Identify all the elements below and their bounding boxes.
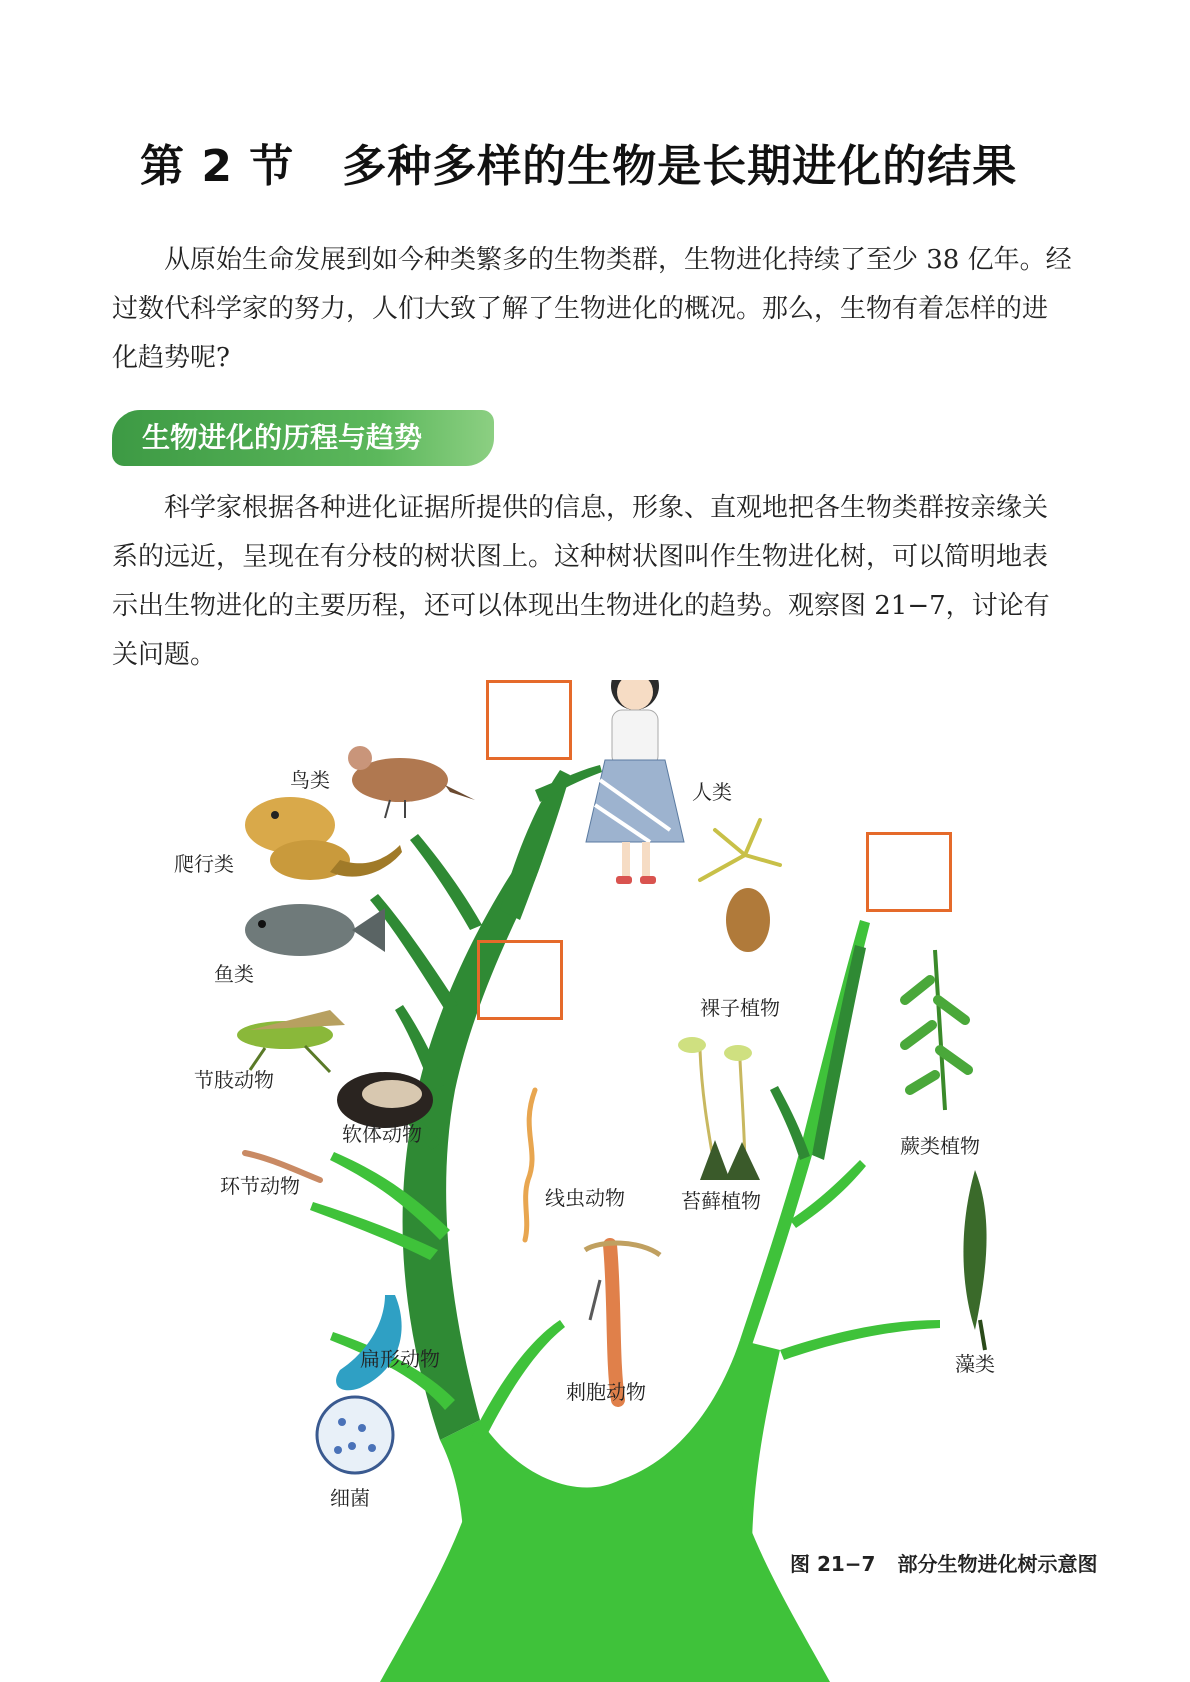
answer-box-middle[interactable] [477, 940, 563, 1020]
label-annelid: 环节动物 [220, 1174, 300, 1198]
label-mollusc: 软体动物 [342, 1122, 422, 1146]
label-cnidarian: 刺胞动物 [566, 1380, 646, 1404]
section-number: 第 2 节 [140, 141, 295, 192]
body-paragraph: 科学家根据各种进化证据所提供的信息，形象、直观地把各生物类群按亲缘关系的远近，呈现在有分枝的树状图上。这种树状图叫作生物进化树，可以简明地表示出生物进化的主要历程，还可以体现出生物进化的趋势。观察图 21−7，讨论有关问题。 [112, 493, 1050, 670]
section-heading-text: 多种多样的生物是长期进化的结果 [342, 141, 1018, 192]
label-nematode: 线虫动物 [545, 1186, 625, 1210]
bird-twig [410, 834, 482, 930]
gymnosperm-illustration [700, 820, 780, 952]
arthropod-illustration [237, 1010, 345, 1072]
figure-caption [790, 1548, 1097, 1577]
algae-illustration [963, 1170, 986, 1350]
bird-illustration [348, 746, 475, 818]
label-gymnosperm: 裸子植物 [700, 996, 780, 1020]
evolution-tree-figure [0, 680, 1190, 1682]
figure-caption-text: 部分生物进化树示意图 [897, 1552, 1098, 1576]
label-reptile: 爬行类 [174, 852, 234, 876]
algae-branch [780, 1320, 940, 1360]
human-twig [535, 765, 602, 802]
label-fern: 蕨类植物 [900, 1134, 980, 1158]
nematode-illustration [525, 1090, 535, 1240]
plant-branch-dark [812, 945, 866, 1160]
reptile-illustration [245, 797, 402, 880]
tree-base-swell [380, 1500, 830, 1682]
bacteria-illustration [317, 1397, 393, 1473]
cnidarian-branch [470, 1320, 565, 1445]
animal-branch-upper [500, 770, 570, 920]
answer-box-top[interactable] [486, 680, 572, 760]
label-bird: 鸟类 [290, 768, 330, 792]
label-arthropod: 节肢动物 [194, 1068, 274, 1092]
fern-illustration [905, 950, 968, 1110]
label-bacteria: 细菌 [330, 1486, 370, 1510]
label-moss: 苔藓植物 [681, 1189, 761, 1213]
human-illustration [586, 680, 684, 884]
evolution-tree-illustration [0, 680, 1190, 1682]
answer-box-right[interactable] [866, 832, 952, 912]
intro-paragraph: 从原始生命发展到如今种类繁多的生物类群，生物进化持续了至少 38 亿年。经过数代科学家的努力，人们大致了解了生物进化的概况。那么，生物有着怎样的进化趋势呢? [112, 245, 1072, 373]
label-fish: 鱼类 [214, 962, 254, 986]
figure-number: 图 21−7 [790, 1552, 876, 1576]
subheading-badge: 生物进化的历程与趋势 [112, 410, 494, 466]
gymnosperm-twig [770, 1086, 810, 1160]
section-title [140, 130, 1017, 194]
label-algae: 藻类 [955, 1352, 995, 1376]
moss-illustration [678, 1037, 760, 1180]
label-flatworm: 扁形动物 [360, 1347, 440, 1371]
label-human: 人类 [692, 780, 732, 804]
fish-illustration [245, 904, 385, 956]
